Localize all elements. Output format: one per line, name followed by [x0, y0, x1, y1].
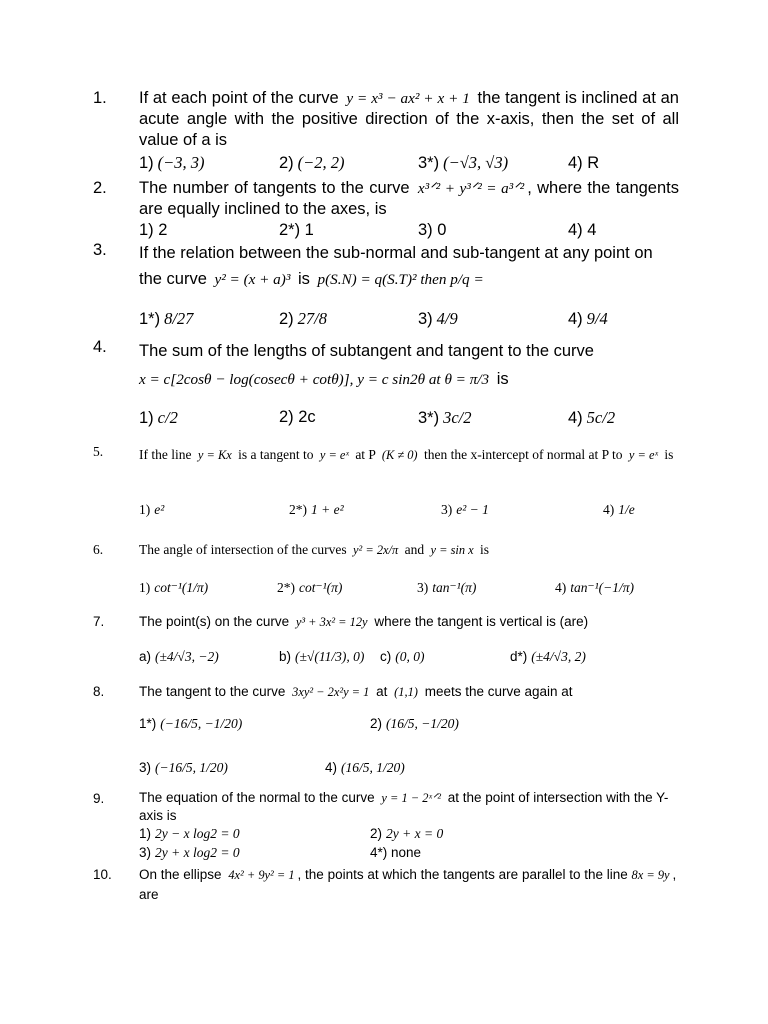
option-4: 4) 9/4 [568, 309, 608, 328]
question-text: If the relation between the sub-normal and sub-tangent at any point on the curve y² = (x + a)³ is p(S.N) = q(S.T)² then p/q = [139, 244, 653, 288]
question-number: 1. [93, 89, 107, 107]
question-text: If at each point of the curve y = x³ − ax² + x + 1 the tangent is inclined at an acute angle with the positive direction of the x-axis, then the set of all value of a is [139, 89, 679, 149]
option-1: 1) 2 [139, 221, 168, 239]
option-2: 2*) 1 [279, 221, 314, 239]
question-text: The tangent to the curve 3xy² − 2x²y = 1 at (1,1) meets the curve again at [139, 684, 573, 699]
equation: 3xy² − 2x²y = 1 [292, 685, 370, 699]
option-1: 1) c/2 [139, 408, 178, 427]
option-d: d*) (±4/√3, 2) [510, 649, 586, 664]
option-2: 2*) cot⁻¹(π) [277, 580, 343, 595]
option-1: 1) e² [139, 502, 165, 517]
option-2: 2*) 1 + e² [289, 502, 344, 517]
option-1: 1) cot⁻¹(1/π) [139, 580, 209, 595]
question-number: 3. [93, 241, 107, 259]
option-3: 3) tan⁻¹(π) [417, 580, 477, 595]
question-text: If the line y = Kx is a tangent to y = eˣ at P (K ≠ 0) then the x-intercept of normal at P to y = eˣ is [139, 447, 674, 462]
option-a: a) (±4/√3, −2) [139, 649, 219, 664]
equation: x = c[2cosθ − log(cosecθ + cotθ)], y = c sin2θ at θ = π/3 [139, 371, 490, 388]
option-3: 3) 0 [418, 221, 447, 239]
equation: y = x³ − ax² + x + 1 [346, 90, 470, 107]
option-3: 3) (−16/5, 1/20) [139, 760, 228, 775]
question-number: 8. [93, 684, 105, 699]
equation: (1,1) [394, 685, 418, 699]
option-1: 1) 2y − x log2 = 0 [139, 826, 240, 841]
question-number: 10. [93, 867, 112, 882]
equation: x³ᐟ² + y³ᐟ² = a³ᐟ² [417, 180, 525, 197]
option-2: 2) (−2, 2) [279, 153, 345, 172]
option-2: 2) 2c [279, 408, 316, 426]
option-b: b) (±√(11/3), 0) [279, 649, 365, 664]
option-1: 1*) 8/27 [139, 309, 194, 328]
equation: y² = 2x/π [353, 543, 399, 557]
equation: y = eˣ [319, 448, 349, 462]
equation: p(S.N) = q(S.T)² then p/q = [317, 271, 484, 288]
option-3: 3*) 3c/2 [418, 408, 472, 427]
equation: (K ≠ 0) [381, 448, 418, 462]
equation: 8x = 9y [631, 868, 670, 882]
question-number: 6. [93, 542, 104, 557]
option-3: 3) e² − 1 [441, 502, 489, 517]
equation: y = sin x [430, 543, 474, 557]
question-text: The equation of the normal to the curve y = 1 − 2ˣᐟ² at the point of intersection with the Y-axis is [139, 790, 669, 823]
option-4: 4) R [568, 154, 600, 172]
option-4: 4) (16/5, 1/20) [325, 760, 405, 775]
option-3: 3) 4/9 [418, 309, 458, 328]
equation: y = 1 − 2ˣᐟ² [381, 791, 441, 805]
equation: 4x² + 9y² = 1 [228, 868, 295, 882]
option-2: 2) 2y + x = 0 [370, 826, 444, 841]
option-4: 4) 4 [568, 221, 597, 239]
option-2: 2) (16/5, −1/20) [370, 716, 459, 731]
option-4: 4) tan⁻¹(−1/π) [555, 580, 635, 595]
equation: y = Kx [197, 448, 232, 462]
option-2: 2) 27/8 [279, 309, 328, 328]
question-number: 9. [93, 791, 105, 806]
question-number: 4. [93, 338, 107, 356]
question-text: The number of tangents to the curve x³ᐟ² + y³ᐟ² = a³ᐟ² , where the tangents are equally inclined to the axes, is [139, 179, 679, 218]
option-1: 1) (−3, 3) [139, 153, 205, 172]
question-text: The angle of intersection of the curves y² = 2x/π and y = sin x is [139, 542, 490, 557]
question-number: 2. [93, 179, 107, 197]
equation: y = eˣ [628, 448, 658, 462]
question-number: 7. [93, 614, 105, 629]
option-1: 1*) (−16/5, −1/20) [139, 716, 243, 731]
option-4: 4*) none [370, 845, 422, 860]
option-4: 4) 1/e [603, 502, 635, 517]
option-3: 3*) (−√3, √3) [418, 153, 509, 172]
equation: y³ + 3x² = 12y [295, 615, 368, 629]
question-number: 5. [93, 444, 104, 459]
option-c: c) (0, 0) [380, 649, 425, 664]
question-text: The point(s) on the curve y³ + 3x² = 12y where the tangent is vertical is (are) [139, 614, 589, 629]
equation: y² = (x + a)³ [214, 271, 291, 288]
option-3: 3) 2y + x log2 = 0 [139, 845, 240, 860]
question-text: On the ellipse 4x² + 9y² = 1 , the points at which the tangents are parallel to the line 8x = 9y , are [139, 867, 677, 902]
option-4: 4) 5c/2 [568, 408, 616, 427]
question-text: The sum of the lengths of subtangent and tangent to the curve x = c[2cosθ − log(cosecθ + cotθ)], y = c sin2θ at θ = π/3 is [139, 342, 594, 388]
